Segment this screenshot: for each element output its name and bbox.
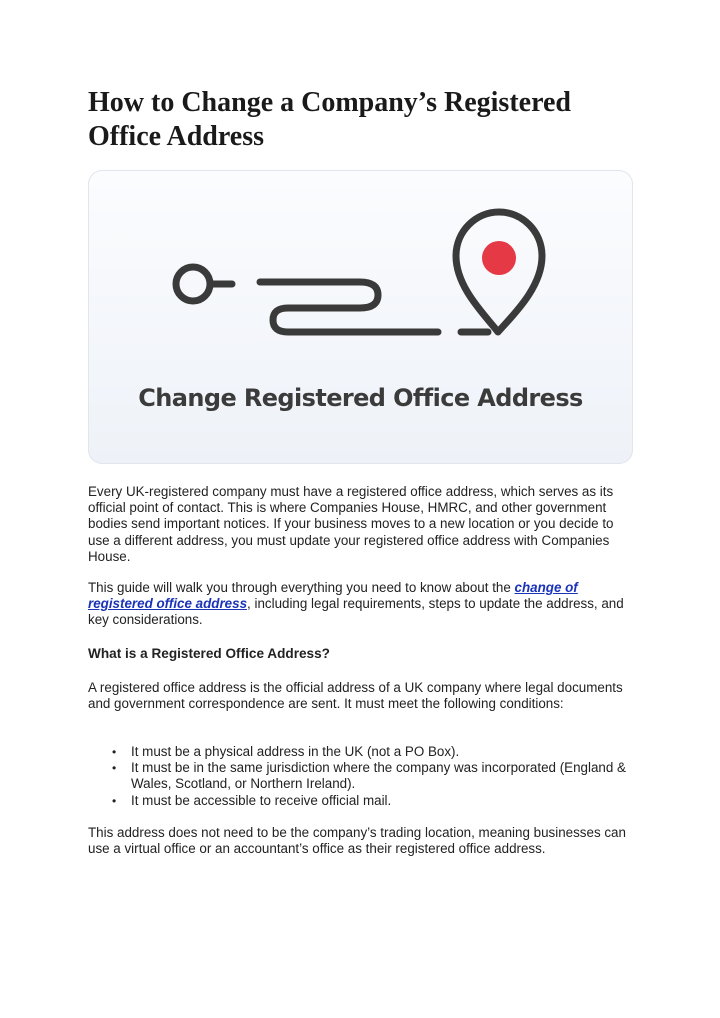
conditions-list <box>88 744 636 809</box>
closing-paragraph: This address does not need to be the company’s trading location, meaning businesses can use a virtual office or an accountant’s office as their registered office address. <box>88 825 626 857</box>
change-of-registered-office-link[interactable]: change of registered office address <box>88 580 578 612</box>
guide-paragraph <box>88 580 636 629</box>
hero-caption: Change Registered Office Address <box>138 384 583 412</box>
definition-paragraph: A registered office address is the official address of a UK company where legal documents and government correspondence are sent. It must meet the following conditions: <box>88 680 623 712</box>
list-item-text: It must be in the same jurisdiction where the company was incorporated (England & Wales, Scotland, or Northern Ireland). <box>131 760 626 792</box>
list-item <box>88 760 636 792</box>
list-item <box>88 793 636 809</box>
intro-paragraph: Every UK-registered company must have a registered office address, which serves as its official point of contact. This is where Companies House, HMRC, and other government bodies send important notices. If your business moves to a new location or you decide to use a different address, you must update your registered office address with Companies House. <box>88 484 614 564</box>
guide-text-before: This guide will walk you through everything you need to know about the <box>88 580 515 595</box>
list-item-text: It must be a physical address in the UK (not a PO Box). <box>131 744 460 759</box>
bullet-icon: • <box>112 745 117 759</box>
list-item-text: It must be accessible to receive official mail. <box>131 792 392 808</box>
page-title: How to Change a Company’s Registered Office Address <box>88 87 571 152</box>
list-item <box>88 744 636 760</box>
bullet-icon: • <box>112 761 117 776</box>
pin-dot <box>482 241 516 275</box>
guide-text-after: , including legal requirements, steps to update the address, and key considerations. <box>88 596 624 628</box>
section-heading: What is a Registered Office Address? <box>88 646 330 661</box>
route-to-map-pin-icon <box>88 170 633 464</box>
hero-image <box>88 170 633 464</box>
bullet-icon: • <box>112 793 117 808</box>
